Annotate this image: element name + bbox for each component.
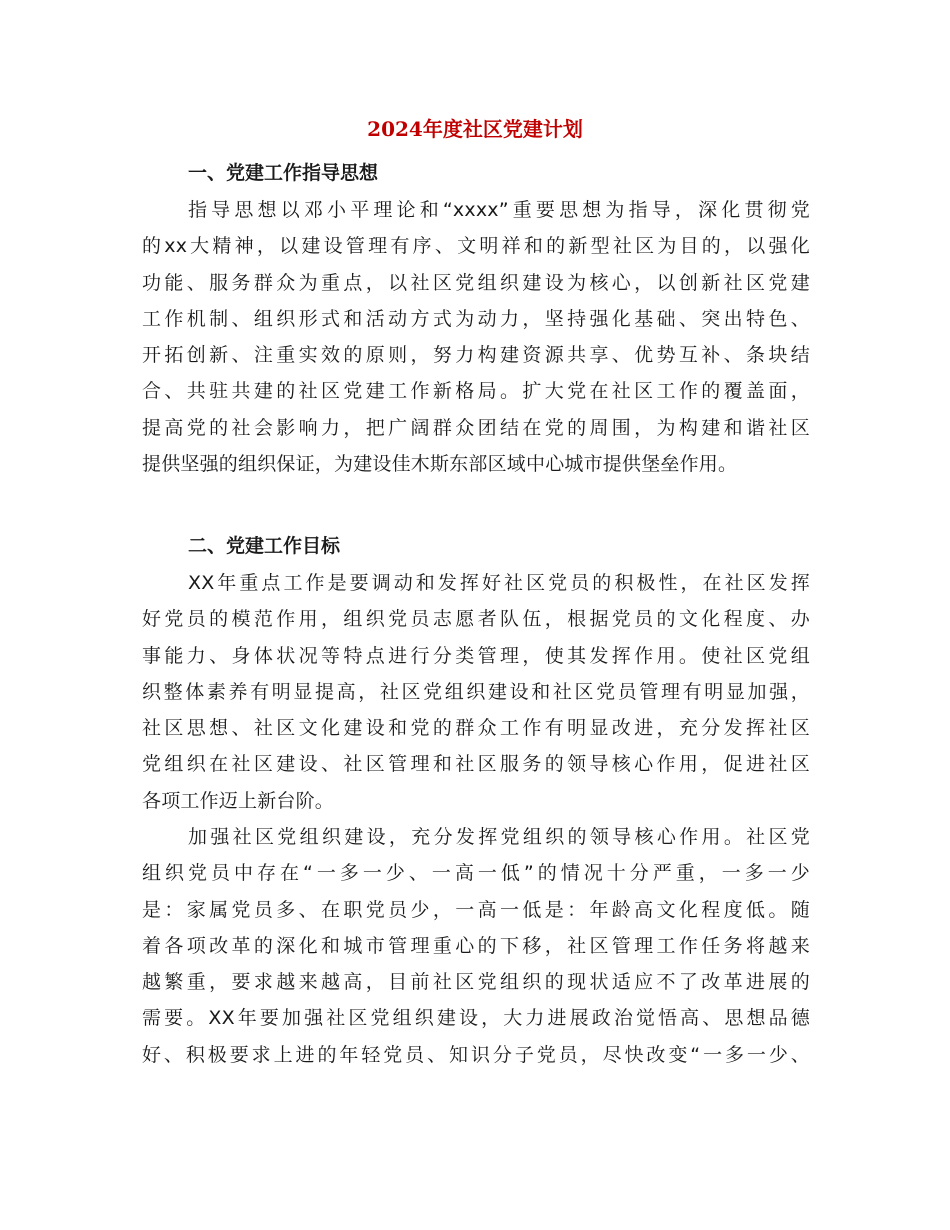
paragraph-line: 事能力、身体状况等特点进行分类管理，使其发挥作用。使社区党组 xyxy=(142,644,810,667)
paragraph-line: 织整体素养有明显提高，社区党组织建设和社区党员管理有明显加强， xyxy=(142,680,810,703)
paragraph-line: 提供坚强的组织保证，为建设佳木斯东部区域中心城市提供堡垒作用。 xyxy=(142,453,738,476)
paragraph-line: 提高党的社会影响力，把广阔群众团结在党的周围，为构建和谐社区 xyxy=(142,416,810,439)
paragraph-line: 组织党员中存在“一多一少、一高一低”的情况十分严重，一多一少 xyxy=(142,862,810,885)
paragraph-line: 着各项改革的深化和城市管理重心的下移，社区管理工作任务将越来 xyxy=(142,934,810,957)
paragraph-line: 指导思想以邓小平理论和“xxxx”重要思想为指导，深化贯彻党 xyxy=(188,199,810,221)
paragraph-line: 的xx大精神，以建设管理有序、文明祥和的新型社区为目的，以强化 xyxy=(142,235,810,258)
paragraph-line: 功能、服务群众为重点，以社区党组织建设为核心，以创新社区党建 xyxy=(142,271,810,294)
paragraph-party-organization xyxy=(142,819,810,1073)
paragraph-line: 开拓创新、注重实效的原则，努力构建资源共享、优势互补、条块结 xyxy=(142,344,810,367)
paragraph-line: XX年重点工作是要调动和发挥好社区党员的积极性，在社区发挥 xyxy=(188,572,810,594)
paragraph-line: 加强社区党组织建设，充分发挥党组织的领导核心作用。社区党 xyxy=(188,826,810,848)
paragraph-line: 好党员的模范作用，组织党员志愿者队伍，根据党员的文化程度、办 xyxy=(142,608,810,631)
paragraph-guiding-ideology xyxy=(142,192,810,482)
paragraph-line: 好、积极要求上进的年轻党员、知识分子党员，尽快改变“一多一少、 xyxy=(142,1043,810,1066)
paragraph-line: 越繁重，要求越来越高，目前社区党组织的现状适应不了改革进展的 xyxy=(142,971,810,994)
section-heading-work-goals: 二、党建工作目标 xyxy=(188,535,341,557)
paragraph-line: 合、共驻共建的社区党建工作新格局。扩大党在社区工作的覆盖面， xyxy=(142,380,810,403)
paragraph-line: 需要。XX年要加强社区党组织建设，大力进展政治觉悟高、思想品德 xyxy=(142,1007,810,1030)
section-heading-guiding-ideology: 一、党建工作指导思想 xyxy=(188,162,379,184)
paragraph-line: 是：家属党员多、在职党员少，一高一低是：年龄高文化程度低。随 xyxy=(142,898,810,921)
paragraph-line: 社区思想、社区文化建设和党的群众工作有明显改进，充分发挥社区 xyxy=(142,717,810,740)
paragraph-line: 工作机制、组织形式和活动方式为动力，坚持强化基础、突出特色、 xyxy=(142,307,810,330)
paragraph-line: 各项工作迈上新台阶。 xyxy=(142,789,335,812)
document-title: 2024年度社区党建计划 xyxy=(367,117,583,141)
paragraph-line: 党组织在社区建设、社区管理和社区服务的领导核心作用，促进社区 xyxy=(142,753,810,776)
paragraph-work-goals xyxy=(142,565,810,819)
